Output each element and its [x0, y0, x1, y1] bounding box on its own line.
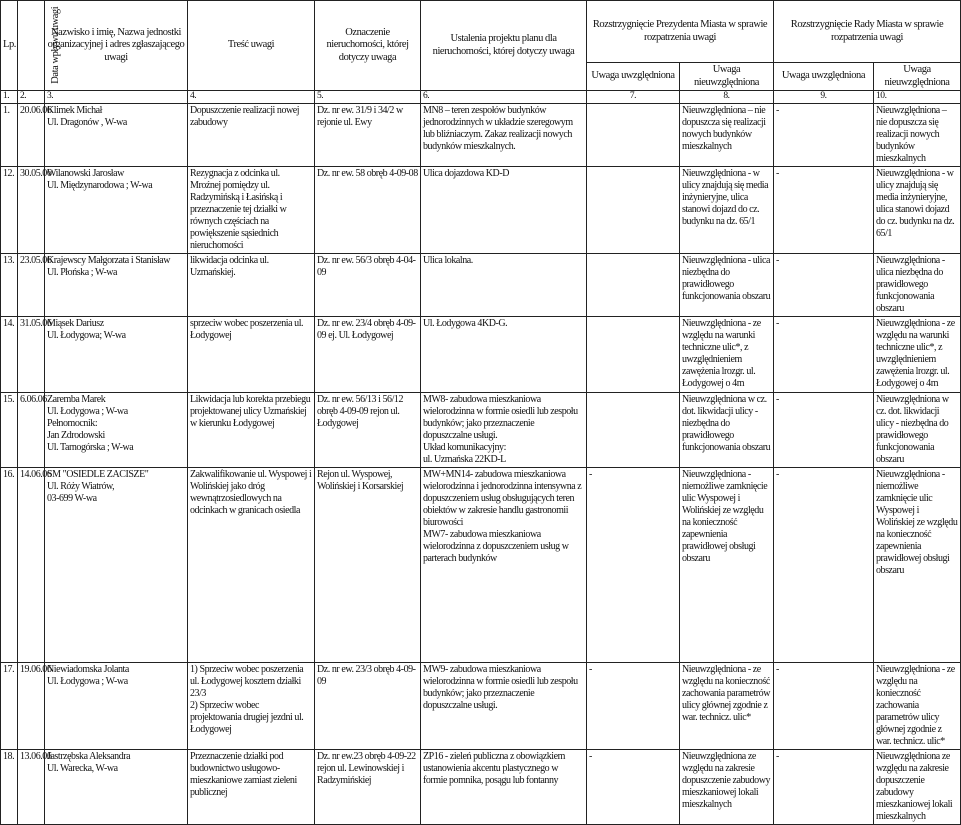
- row-date: 20.06.06: [18, 104, 45, 167]
- row-findings: ZP16 - zieleń publiczna z obowiązkiem ustanowienia akcentu plastycznego w formie pomnika, posągu lub fontanny: [421, 750, 587, 825]
- row-council-rejected: Nieuwzględniona w cz. dot. likwidacji ulicy - niezbędna do prawidłowego funkcjonowania obszaru: [874, 393, 961, 468]
- table-row: [1, 104, 961, 167]
- header-council-rejected: Uwaga nieuwzględniona: [874, 63, 961, 91]
- column-number: 1.: [1, 91, 18, 104]
- row-findings: MW9- zabudowa mieszkaniowa wielorodzinna w formie osiedli lub zespołu budynków; jako przeznaczenie dopuszczalne usługi.: [421, 663, 587, 750]
- row-president-accepted: [587, 167, 680, 254]
- column-number: 3.: [45, 91, 188, 104]
- row-findings: Ul. Łodygowa 4KD-G.: [421, 317, 587, 393]
- row-findings: MW8- zabudowa mieszkaniowa wielorodzinna w formie osiedli lub zespołu budynków; jako przeznaczenie dopuszczalne usługi. Układ komunikacyjny: ul. Uzmańska 22KD-L: [421, 393, 587, 468]
- row-council-accepted: -: [774, 663, 874, 750]
- row-content: 1) Sprzeciw wobec poszerzenia ul. Łodygowej kosztem działki 23/3 2) Sprzeciw wobec projektowania drugiej jezdni ul. Łodygowej: [188, 663, 315, 750]
- row-president-rejected: Nieuwzględniona - ze względu na warunki techniczne ulic*, z uwzględnieniem zawężenia lrozgr. ul. Łodygowej o 4m: [680, 317, 774, 393]
- row-property: Dz. nr ew. 58 obręb 4-09-08: [315, 167, 421, 254]
- row-president-accepted: [587, 317, 680, 393]
- header-date: [18, 1, 62, 91]
- row-property: Dz. nr ew. 23/3 obręb 4-09-09: [315, 663, 421, 750]
- table-row: [1, 663, 961, 750]
- header-president: [587, 1, 774, 63]
- row-name: Wilanowski Jarosław Ul. Międzynarodowa ; W-wa: [45, 167, 188, 254]
- row-council-rejected: Nieuwzględniona - w ulicy znajdują się media inżynieryjne, ulica stanowi dojazd do cz. budynku na dz. 65/1: [874, 167, 961, 254]
- row-findings: MW+MN14- zabudowa mieszkaniowa wielorodzinna i jednorodzinna intensywna z dopuszczeniem usług obsługujących teren obiektów w zakresie handlu gastronomii biurowości MW7- zabudowa mieszkaniowa wielorodzinna z dopuszczeniem usług w parterach budynków: [421, 468, 587, 663]
- table-row: [1, 254, 961, 317]
- row-president-accepted: -: [587, 468, 680, 663]
- row-name: Miąsek Dariusz Ul. Łodygowa; W-wa: [45, 317, 188, 393]
- row-president-rejected: Nieuwzględniona - niemożliwe zamknięcie ulic Wyspowej i Wolińskiej ze względu na konieczność zapewnienia prawidłowej obsługi obszaru: [680, 468, 774, 663]
- row-lp: 15.: [1, 393, 18, 468]
- row-content: sprzeciw wobec poszerzenia ul. Łodygowej: [188, 317, 315, 393]
- header-council-accepted: Uwaga uwzględniona: [774, 63, 874, 91]
- column-number: 6.: [421, 91, 587, 104]
- row-property: Dz. nr ew. 23/4 obręb 4-09-09 ej. Ul. Łodygowej: [315, 317, 421, 393]
- header-council: Rozstrzygnięcie Rady Miasta w sprawie rozpatrzenia uwagi: [774, 1, 961, 63]
- row-content: Zakwalifikowanie ul. Wyspowej i Wolińskiej jako dróg wewnątrzosiedlowych na odcinkach w granicach osiedla: [188, 468, 315, 663]
- row-lp: 12.: [1, 167, 18, 254]
- row-council-accepted: -: [774, 317, 874, 393]
- row-property: Dz. nr ew. 31/9 i 34/2 w rejonie ul. Ewy: [315, 104, 421, 167]
- row-president-rejected: Nieuwzględniona - ze względu na konieczność zachowania parametrów ulicy głównej zgodnie z war. technicz. ulic*: [680, 663, 774, 750]
- column-number: 9.: [774, 91, 874, 104]
- column-number: 2.: [18, 91, 45, 104]
- row-council-accepted: -: [774, 750, 874, 825]
- row-president-rejected: Nieuwzględniona – nie dopuszcza się realizacji nowych budynków mieszkalnych: [680, 104, 774, 167]
- header-property: Oznaczenie nieruchomości, której dotyczy uwaga: [315, 1, 421, 91]
- row-content: Likwidacja lub korekta przebiegu projektowanej ulicy Uzmańskiej w kierunku Łodygowej: [188, 393, 315, 468]
- row-president-accepted: [587, 254, 680, 317]
- row-date: 6.06.06: [18, 393, 45, 468]
- row-date: 31.05.06: [18, 317, 45, 393]
- row-name: SM "OSIEDLE ZACISZE" Ul. Róży Wiatrów, 03-699 W-wa: [45, 468, 188, 663]
- header-date-label: Data wpływu uwagi: [50, 7, 62, 84]
- row-name: Niewiadomska Jolanta Ul. Łodygowa ; W-wa: [45, 663, 188, 750]
- row-content: Dopuszczenie realizacji nowej zabudowy: [188, 104, 315, 167]
- row-president-rejected: Nieuwzględniona - w ulicy znajdują się media inżynieryjne, ulica stanowi dojazd do cz. budynku na dz. 65/1: [680, 167, 774, 254]
- row-council-rejected: Nieuwzględniona - ze względu na warunki techniczne ulic*, z uwzględnieniem zawężenia lrozgr. ul. Łodygowej o 4m: [874, 317, 961, 393]
- table-row: [1, 167, 961, 254]
- row-findings: MN8 – teren zespołów budynków jednorodzinnych w układzie szeregowym lub bliźniaczym. Zakaz realizacji nowych budynków mieszkalnych.: [421, 104, 587, 167]
- row-name: Jastrzębska Aleksandra Ul. Warecka, W-wa: [45, 750, 188, 825]
- row-president-accepted: -: [587, 750, 680, 825]
- table-row: [1, 750, 961, 825]
- row-council-accepted: -: [774, 468, 874, 663]
- row-council-rejected: Nieuwzględniona – nie dopuszcza się realizacji nowych budynków mieszkalnych: [874, 104, 961, 167]
- row-council-accepted: -: [774, 393, 874, 468]
- row-property: Dz. nr ew. 56/3 obręb 4-04-09: [315, 254, 421, 317]
- row-council-rejected: Nieuwzględniona - ulica niezbędna do prawidłowego funkcjonowania obszaru: [874, 254, 961, 317]
- row-president-accepted: [587, 393, 680, 468]
- row-president-rejected: Nieuwzględniona ze względu na zakresie dopuszczenie zabudowy mieszkaniowej lokali mieszkalnych: [680, 750, 774, 825]
- row-lp: 18.: [1, 750, 18, 825]
- row-council-accepted: -: [774, 254, 874, 317]
- header-president-label: Rozstrzygnięcie Prezydenta Miasta w sprawie rozpatrzenia uwagi: [592, 19, 768, 43]
- row-council-rejected: Nieuwzględniona - niemożliwe zamknięcie ulic Wyspowej i Wolińskiej ze względu na konieczność zapewnienia prawidłowej obsługi obszaru: [874, 468, 961, 663]
- row-council-accepted: -: [774, 167, 874, 254]
- row-name: Krajewscy Małgorzata i Stanisław Ul. Płońska ; W-wa: [45, 254, 188, 317]
- row-council-rejected: Nieuwzględniona ze względu na zakresie dopuszczenie zabudowy mieszkaniowej lokali mieszkalnych: [874, 750, 961, 825]
- table-row: [1, 317, 961, 393]
- row-content: likwidacja odcinka ul. Uzmańskiej.: [188, 254, 315, 317]
- row-lp: 17.: [1, 663, 18, 750]
- row-content: Rezygnacja z odcinka ul. Mroźnej pomiędzy ul. Radzymińską i Łasińską i przeznaczenie tej działki w równych częściach na powiększenie sąsiednich nieruchomości: [188, 167, 315, 254]
- column-number: 10.: [874, 91, 961, 104]
- row-date: 30.05.06: [18, 167, 45, 254]
- header-name: Nazwisko i imię, Nazwa jednostki organizacyjnej i adres zgłaszającego uwagi: [45, 1, 188, 91]
- column-number-row: [1, 91, 961, 104]
- row-date: 13.06.06: [18, 750, 45, 825]
- row-president-accepted: -: [587, 663, 680, 750]
- row-date: 19.06.06: [18, 663, 45, 750]
- table-row: [1, 393, 961, 468]
- row-lp: 1.: [1, 104, 18, 167]
- header-lp: Lp.: [1, 1, 18, 91]
- row-date: 14.06.06: [18, 468, 45, 663]
- row-lp: 16.: [1, 468, 18, 663]
- header-content: Treść uwagi: [188, 1, 315, 91]
- row-property: Dz. nr ew. 56/13 i 56/12 obręb 4-09-09 rejon ul. Łodygowej: [315, 393, 421, 468]
- column-number: 5.: [315, 91, 421, 104]
- column-number: 7.: [587, 91, 680, 104]
- row-content: Przeznaczenie działki pod budownictwo usługowo-mieszkaniowe zamiast zieleni publicznej: [188, 750, 315, 825]
- row-lp: 13.: [1, 254, 18, 317]
- row-lp: 14.: [1, 317, 18, 393]
- row-findings: Ulica lokalna.: [421, 254, 587, 317]
- row-property: Dz. nr ew.23 obręb 4-09-22 rejon ul. Lewinowskiej i Radzymińskiej: [315, 750, 421, 825]
- header-president-rejected: Uwaga nieuwzględniona: [680, 63, 774, 91]
- column-number: 4.: [188, 91, 315, 104]
- row-president-accepted: [587, 104, 680, 167]
- column-number: 8.: [680, 91, 774, 104]
- table-row: [1, 468, 961, 663]
- row-name: Zaremba Marek Ul. Łodygowa ; W-wa Pełnomocnik: Jan Zdrodowski Ul. Tarnogórska ; W-wa: [45, 393, 188, 468]
- row-president-rejected: Nieuwzględniona w cz. dot. likwidacji ulicy - niezbędna do prawidłowego funkcjonowania obszaru: [680, 393, 774, 468]
- row-president-rejected: Nieuwzględniona - ulica niezbędna do prawidłowego funkcjonowania obszaru: [680, 254, 774, 317]
- row-council-accepted: -: [774, 104, 874, 167]
- header-president-accepted: Uwaga uwzględniona: [587, 63, 680, 91]
- row-findings: Ulica dojazdowa KD-D: [421, 167, 587, 254]
- row-council-rejected: Nieuwzględniona - ze względu na konieczność zachowania parametrów ulicy głównej zgodnie z war. technicz. ulic*: [874, 663, 961, 750]
- row-date: 23.05.06: [18, 254, 45, 317]
- header-findings: Ustalenia projektu planu dla nieruchomości, której dotyczy uwaga: [421, 1, 587, 91]
- row-name: Klimek Michał Ul. Dragonów , W-wa: [45, 104, 188, 167]
- row-property: Rejon ul. Wyspowej, Wolińskiej i Korsarskiej: [315, 468, 421, 663]
